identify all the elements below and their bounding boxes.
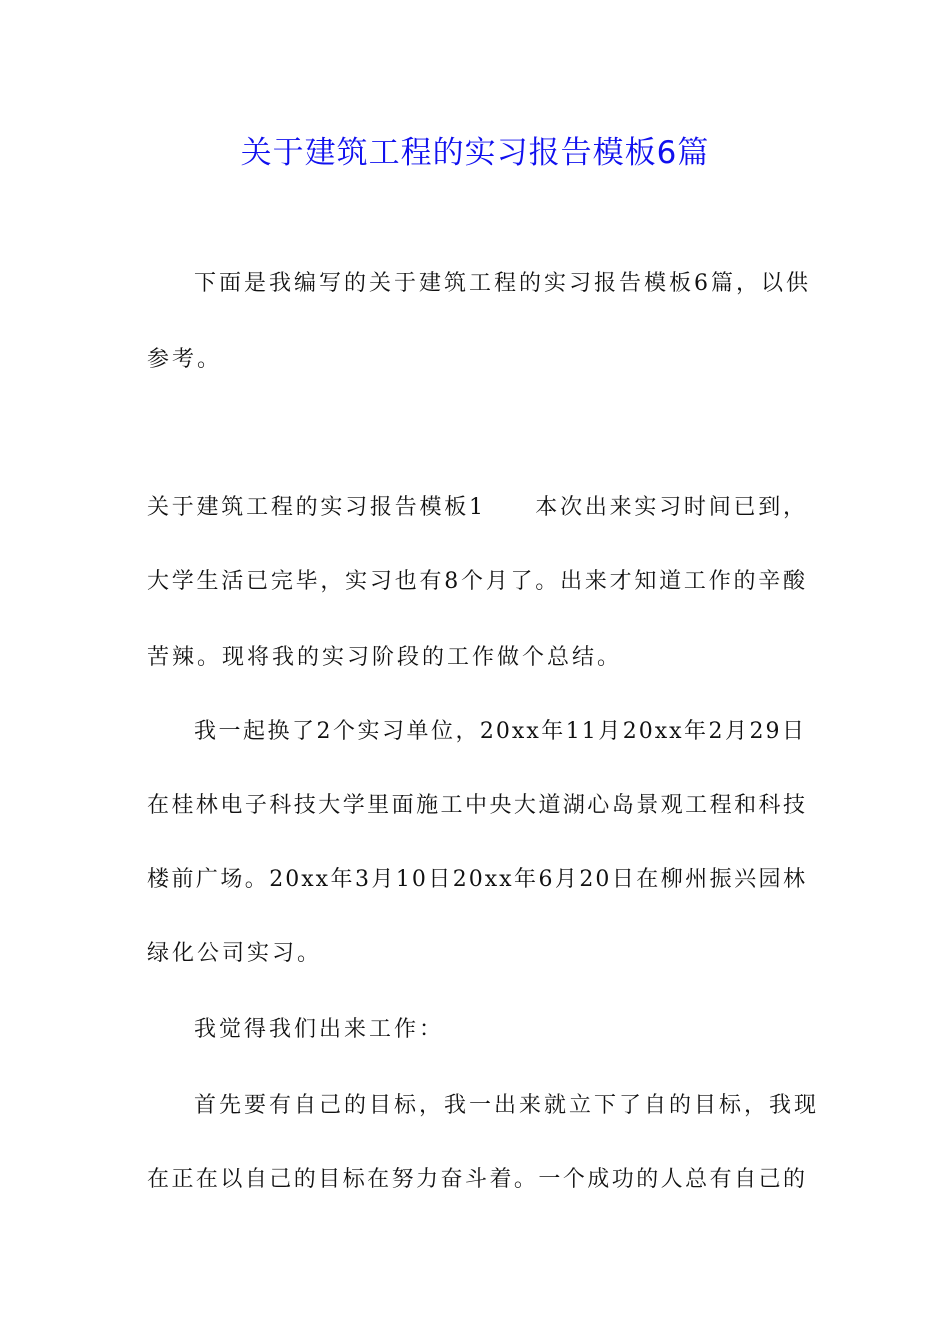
paragraph-line: 大学生活已完毕，实习也有8个月了。出来才知道工作的辛酸 bbox=[147, 569, 807, 594]
paragraph-line: 苦辣。现将我的实习阶段的工作做个总结。 bbox=[147, 645, 623, 670]
paragraph-line: 我觉得我们出来工作： bbox=[194, 1017, 445, 1042]
paragraph-line: 下面是我编写的关于建筑工程的实习报告模板6篇，以供 bbox=[194, 271, 811, 296]
paragraph-line: 绿化公司实习。 bbox=[147, 941, 323, 966]
paragraph-line: 首先要有自己的目标，我一出来就立下了自的目标，我现 bbox=[194, 1093, 820, 1118]
paragraph-line: 在桂林电子科技大学里面施工中央大道湖心岛景观工程和科技 bbox=[147, 793, 807, 818]
paragraph-line: 参考。 bbox=[147, 347, 223, 372]
paragraph-line: 楼前广场。20xx年3月10日20xx年6月20日在柳州振兴园林 bbox=[147, 867, 807, 892]
document-title: 关于建筑工程的实习报告模板6篇 bbox=[240, 135, 710, 171]
paragraph-line: 在正在以自己的目标在努力奋斗着。一个成功的人总有自己的 bbox=[147, 1167, 807, 1192]
paragraph-line: 我一起换了2个实习单位，20xx年11月20xx年2月29日 bbox=[194, 719, 806, 744]
paragraph-line: 关于建筑工程的实习报告模板1 本次出来实习时间已到， bbox=[147, 495, 807, 520]
